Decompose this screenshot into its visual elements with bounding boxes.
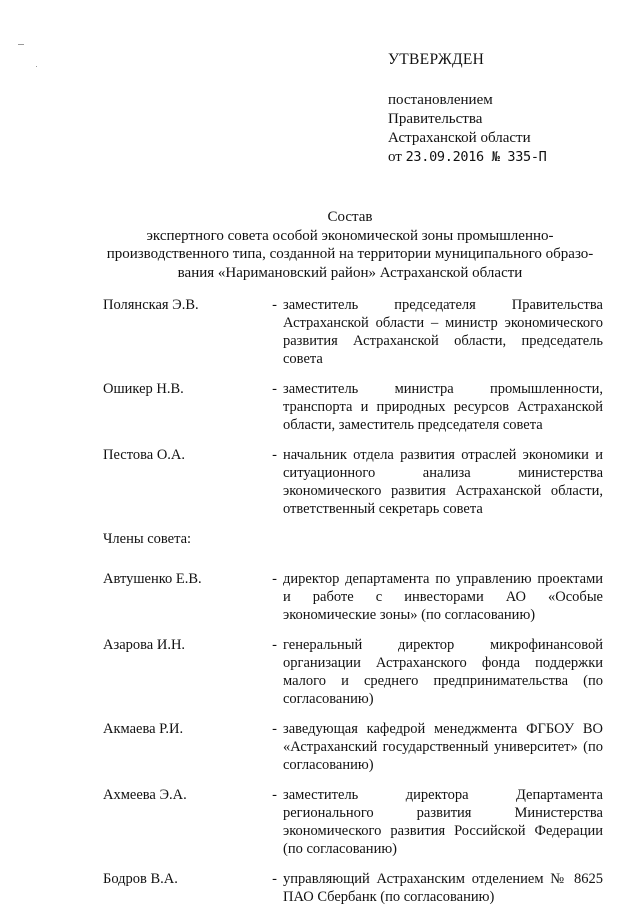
member-name: Акмаева Р.И. (103, 721, 184, 737)
approval-line-1: постановлением (388, 92, 493, 108)
document-heading (90, 208, 610, 282)
roster-row (103, 636, 603, 708)
approval-date-prefix: от (388, 149, 402, 165)
scan-speck (18, 44, 24, 45)
roster-row (103, 296, 603, 368)
dash-separator: - (272, 297, 277, 313)
roster-row (103, 870, 603, 906)
member-name: Азарова И.Н. (103, 637, 186, 653)
member-position: заместитель директора Департамента регионального развития Министерства экономического развития Российской Федерации (по согласованию) (283, 787, 603, 857)
heading-line-4: вания «Наримановский район» Астраханской области (177, 264, 523, 281)
roster-row (103, 720, 603, 774)
member-name: Ахмеева Э.А. (103, 787, 187, 803)
dash-separator: - (272, 787, 277, 803)
roster-row (103, 380, 603, 434)
approval-date-line (388, 148, 628, 167)
approval-title: УТВЕРЖДЕН (388, 51, 485, 68)
roster-row (103, 786, 603, 858)
heading-line-3: производственного типа, созданной на территории муниципального образо- (106, 246, 594, 262)
dash-separator: - (272, 637, 277, 653)
member-position: заместитель председателя Правительства Астраханской области – министр экономического развития Астраханской области, председатель совета (283, 297, 603, 367)
approval-block (388, 50, 628, 167)
roster-row (103, 570, 603, 624)
approval-line-2: Правительства (388, 111, 483, 127)
dash-separator: - (272, 381, 277, 397)
member-name: Автушенко Е.В. (103, 571, 202, 587)
heading-title: Состав (327, 209, 373, 225)
member-name: Полянская Э.В. (103, 297, 199, 313)
dash-separator: - (272, 871, 277, 887)
member-position: заместитель министра промышленности, транспорта и природных ресурсов Астраханской области, заместитель председателя совета (283, 381, 603, 433)
council-roster (103, 296, 603, 918)
approval-line-3: Астраханской области (388, 130, 531, 146)
dash-separator: - (272, 571, 277, 587)
approval-date-stamp: 23.09.2016 № 335-П (405, 149, 547, 165)
dash-separator: - (272, 447, 277, 463)
member-position: генеральный директор микрофинансовой организации Астраханского фонда поддержки малого и среднего предпринимательства (по согласованию) (283, 637, 603, 707)
member-name: Ошикер Н.В. (103, 381, 184, 397)
scan-speck (36, 66, 37, 67)
member-position: управляющий Астраханским отделением № 8625 ПАО Сбербанк (по согласованию) (283, 871, 603, 905)
members-section-label: Члены совета: (103, 531, 192, 547)
member-position: заведующая кафедрой менеджмента ФГБОУ ВО «Астраханский государственный университет» (по согласованию) (283, 721, 603, 773)
dash-separator: - (272, 721, 277, 737)
heading-line-2: экспертного совета особой экономической зоны промышленно- (146, 227, 554, 244)
member-name: Пестова О.А. (103, 447, 186, 463)
roster-row (103, 446, 603, 518)
member-position: начальник отдела развития отраслей экономики и ситуационного анализа министерства экономического развития Астраханской области, ответственный секретарь совета (283, 447, 603, 517)
member-name: Бодров В.А. (103, 871, 178, 887)
member-position: директор департамента по управлению проектами и работе с инвесторами АО «Особые экономические зоны» (по согласованию) (283, 571, 603, 623)
